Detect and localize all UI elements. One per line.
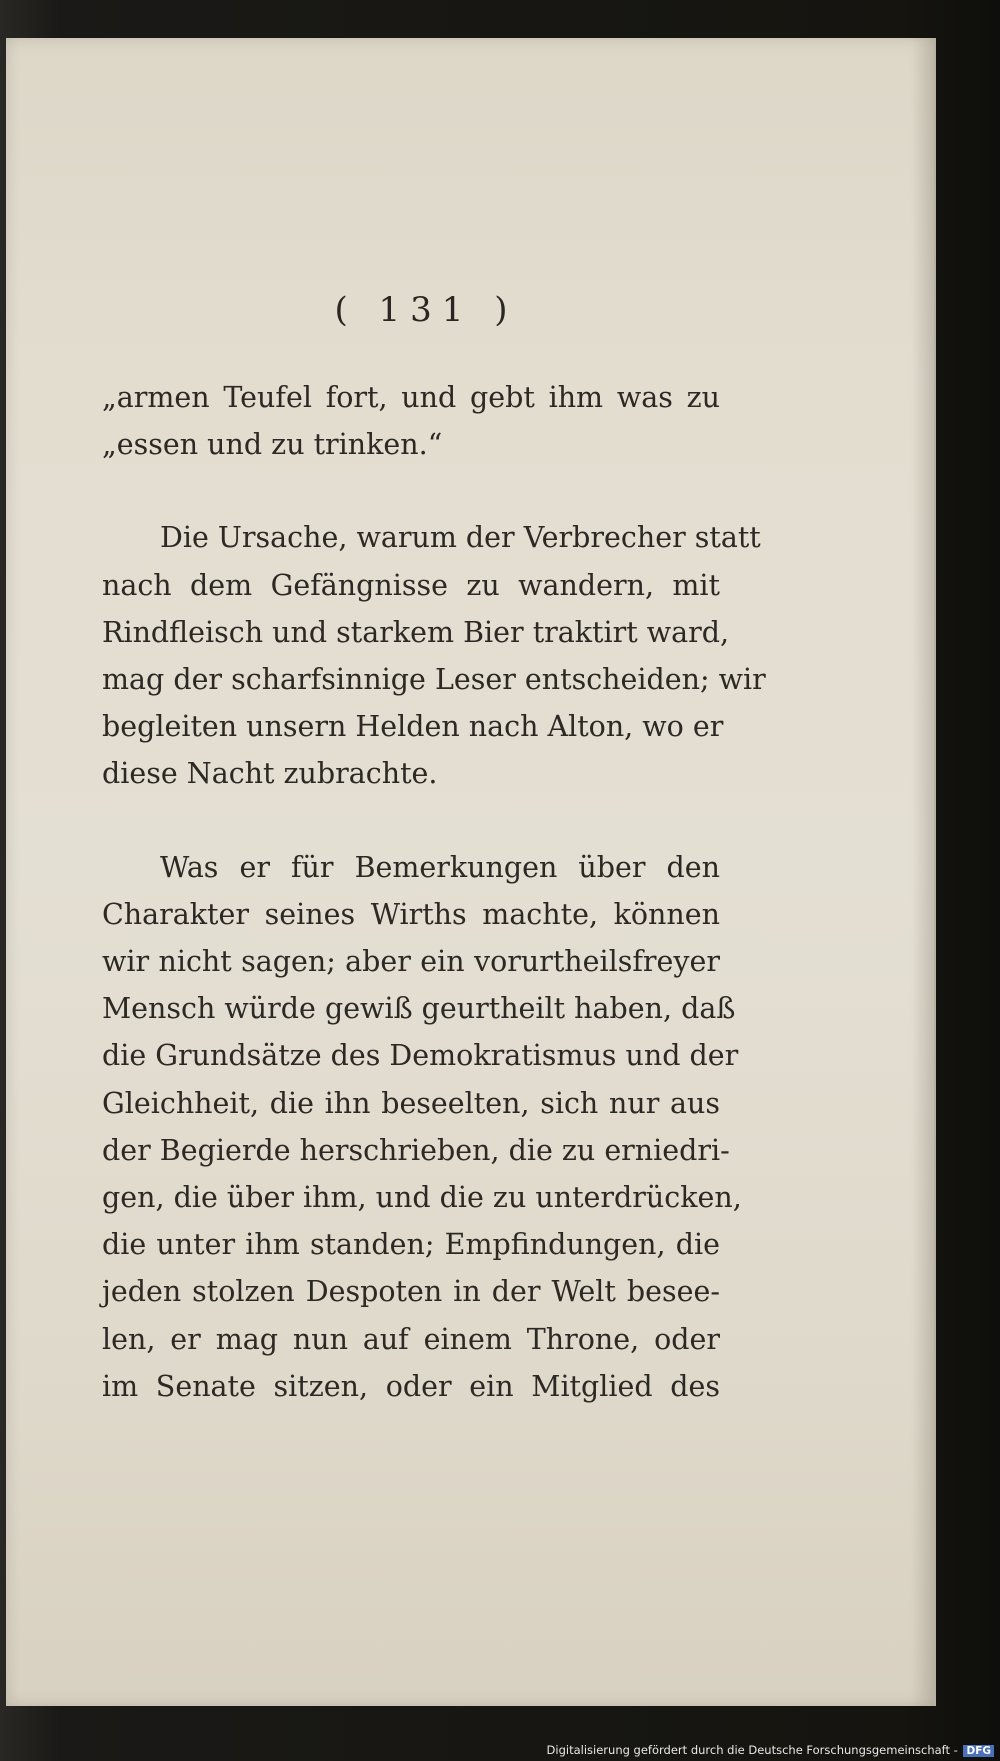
text-line: im Senate sitzen, oder ein Mitglied des	[102, 1369, 720, 1403]
text-line: „armen Teufel fort, und gebt ihm was zu	[102, 381, 720, 414]
text-line: jeden stolzen Despoten in der Welt besee-	[102, 1275, 720, 1309]
text-line: der Begierde herschrieben, die zu erniedri-	[102, 1133, 730, 1167]
text-line: wir nicht sagen; aber ein vorurtheilsfreyer	[102, 945, 720, 979]
text-line: die Grundsätze des Demokratismus und der	[102, 1039, 739, 1073]
credit-text: Digitalisierung gefördert durch die Deutsche Forschungsgemeinschaft -	[546, 1743, 958, 1757]
text-line: len, er mag nun auf einem Throne, oder	[102, 1322, 720, 1356]
book-page	[6, 38, 936, 1706]
text-line: diese Nacht zubrachte.	[102, 757, 438, 791]
text-line: begleiten unsern Helden nach Alton, wo er	[102, 710, 724, 744]
text-line: mag der scharfsinnige Leser entscheiden; wir	[102, 663, 766, 697]
text-block	[102, 374, 766, 1410]
text-line: Charakter seines Wirths machte, können	[102, 897, 720, 931]
paragraph-gap	[102, 798, 720, 844]
text-line: Was er für Bemerkungen über den	[160, 850, 720, 884]
text-line: Mensch würde gewiß geurtheilt haben, daß	[102, 992, 736, 1026]
page-number: ( 131 )	[334, 290, 518, 330]
digitization-credit	[547, 1743, 994, 1757]
paragraph-gap	[102, 468, 720, 514]
dfg-logo: DFG	[963, 1745, 994, 1757]
text-line: Die Ursache, warum der Verbrecher statt	[160, 521, 761, 555]
text-line: nach dem Gefängnisse zu wandern, mit	[102, 568, 720, 602]
text-line: Gleichheit, die ihn beseelten, sich nur aus	[102, 1086, 720, 1120]
text-line: gen, die über ihm, und die zu unterdrücken,	[102, 1181, 742, 1215]
text-line: die unter ihm standen; Empfindungen, die	[102, 1228, 720, 1262]
text-line: Rindfleisch und starkem Bier traktirt ward,	[102, 615, 730, 649]
text-line: „essen und zu trinken.“	[102, 428, 443, 462]
